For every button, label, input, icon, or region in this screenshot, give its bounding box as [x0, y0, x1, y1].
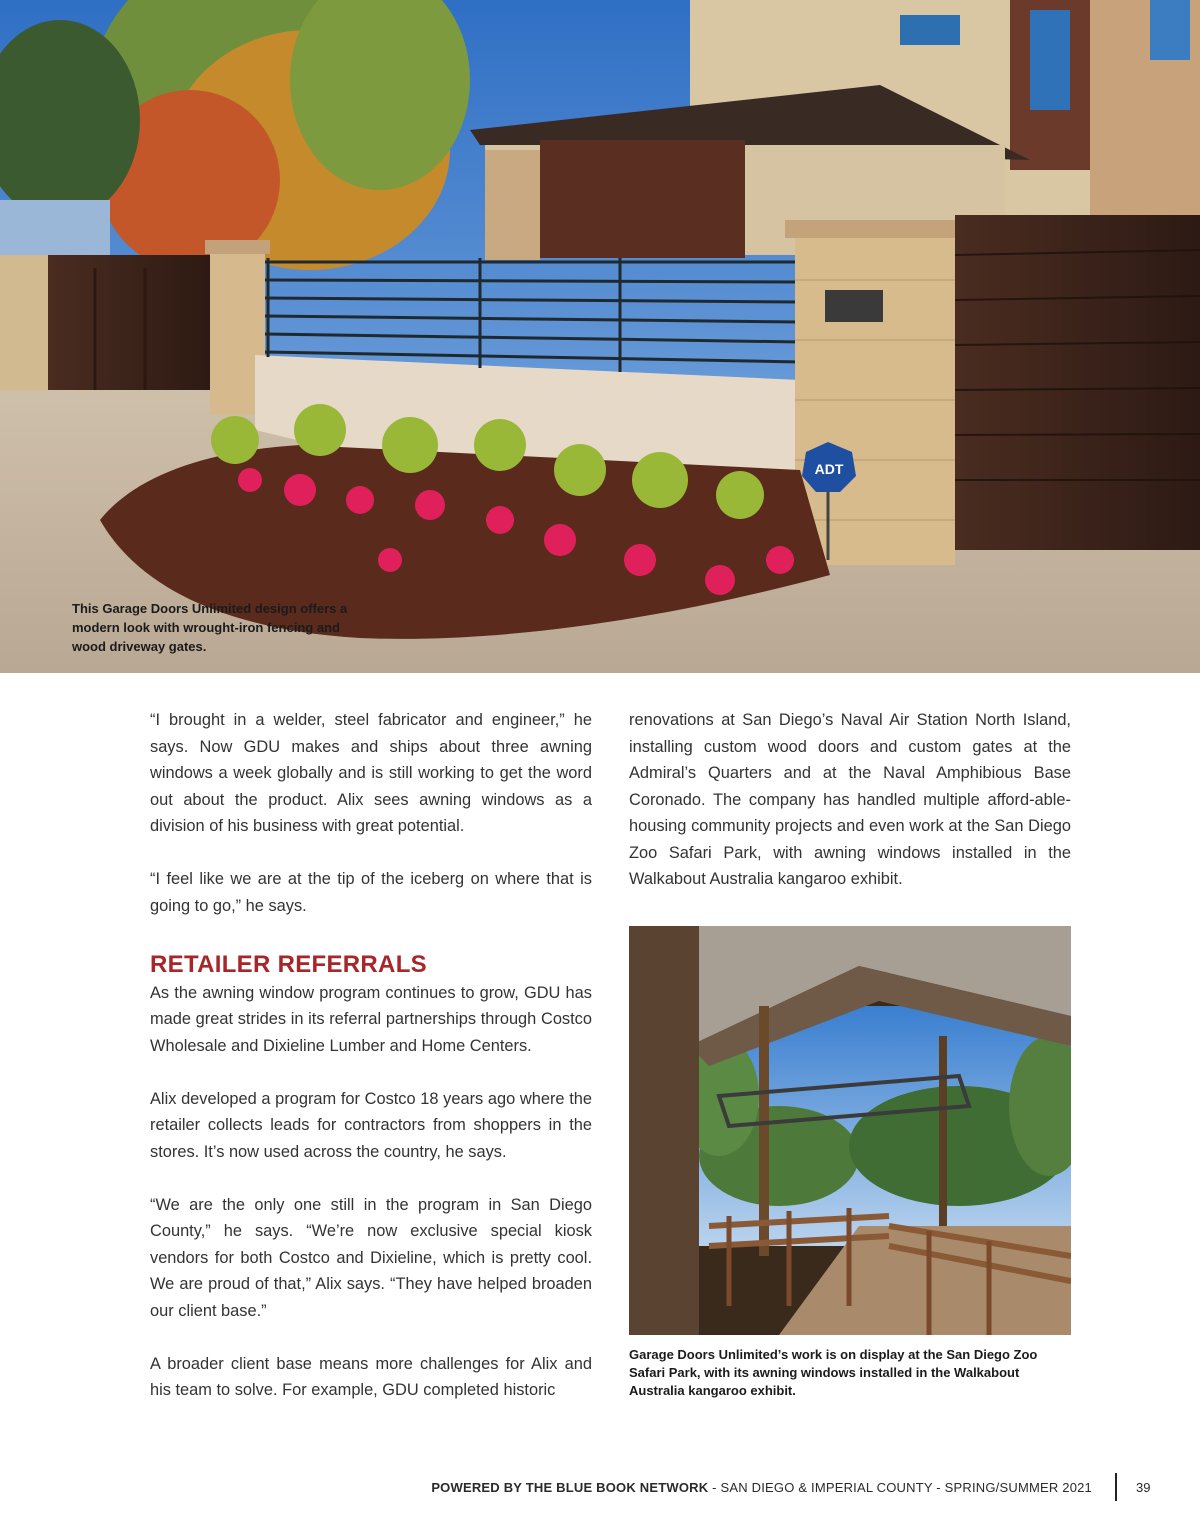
footer-divider — [1115, 1473, 1117, 1501]
zoo-exhibit-photo — [629, 926, 1071, 1335]
hero-caption: This Garage Doors Unlimited design offers a modern look with wrought-iron fencing and wood driveway gates. — [72, 601, 348, 654]
paragraph: “I brought in a welder, steel fabricator and engineer,” he says. Now GDU makes and ships about three awning windows a week globally and is still working to get the word out about the product. Alix sees awning windows as a division of his business with great potential. — [150, 711, 592, 835]
paragraph: renovations at San Diego’s Naval Air Station North Island, installing custom wood doors and custom gates at the Admiral’s Quarters and at the Naval Amphibious Base Coronado. The company has handled multiple afford-able-housing community projects and even work at the San Diego Zoo Safari Park, with awning windows installed in the Walkabout Australia kangaroo exhibit. — [629, 711, 1071, 888]
footer-issue: - SAN DIEGO & IMPERIAL COUNTY - SPRING/SUMMER 2021 — [708, 1480, 1092, 1495]
paragraph: “We are the only one still in the program in San Diego County,” he says. “We’re now exclusive special kiosk vendors for both Costco and Dixieline, which is pretty cool. We are proud of that,” Alix says. “They have helped broaden our client base.” — [150, 1195, 592, 1320]
paragraph: “I feel like we are at the tip of the iceberg on where that is going to go,” he says. — [150, 870, 592, 915]
left-column — [150, 707, 592, 1404]
paragraph: As the awning window program continues to grow, GDU has made great strides in its referral partnerships through Costco Wholesale and Dixieline Lumber and Home Centers. — [150, 983, 592, 1055]
paragraph: A broader client base means more challenges for Alix and his team to solve. For example, GDU completed historic — [150, 1354, 592, 1399]
right-column — [629, 707, 1071, 893]
page-number: 39 — [1136, 1480, 1151, 1495]
section-heading: RETAILER REFERRALS — [150, 950, 427, 978]
footer-text — [431, 1480, 1092, 1495]
adt-sign-label: ADT — [814, 461, 844, 477]
paragraph: Alix developed a program for Costco 18 years ago where the retailer collects leads for contractors from shoppers in the stores. It’s now used across the country, he says. — [150, 1089, 592, 1161]
footer-brand: POWERED BY THE BLUE BOOK NETWORK — [431, 1480, 709, 1495]
photo-caption: Garage Doors Unlimited’s work is on display at the San Diego Zoo Safari Park, with its awning windows installed in the Walkabout Australia kangaroo exhibit. — [629, 1347, 1038, 1398]
hero-photo — [0, 0, 1200, 673]
